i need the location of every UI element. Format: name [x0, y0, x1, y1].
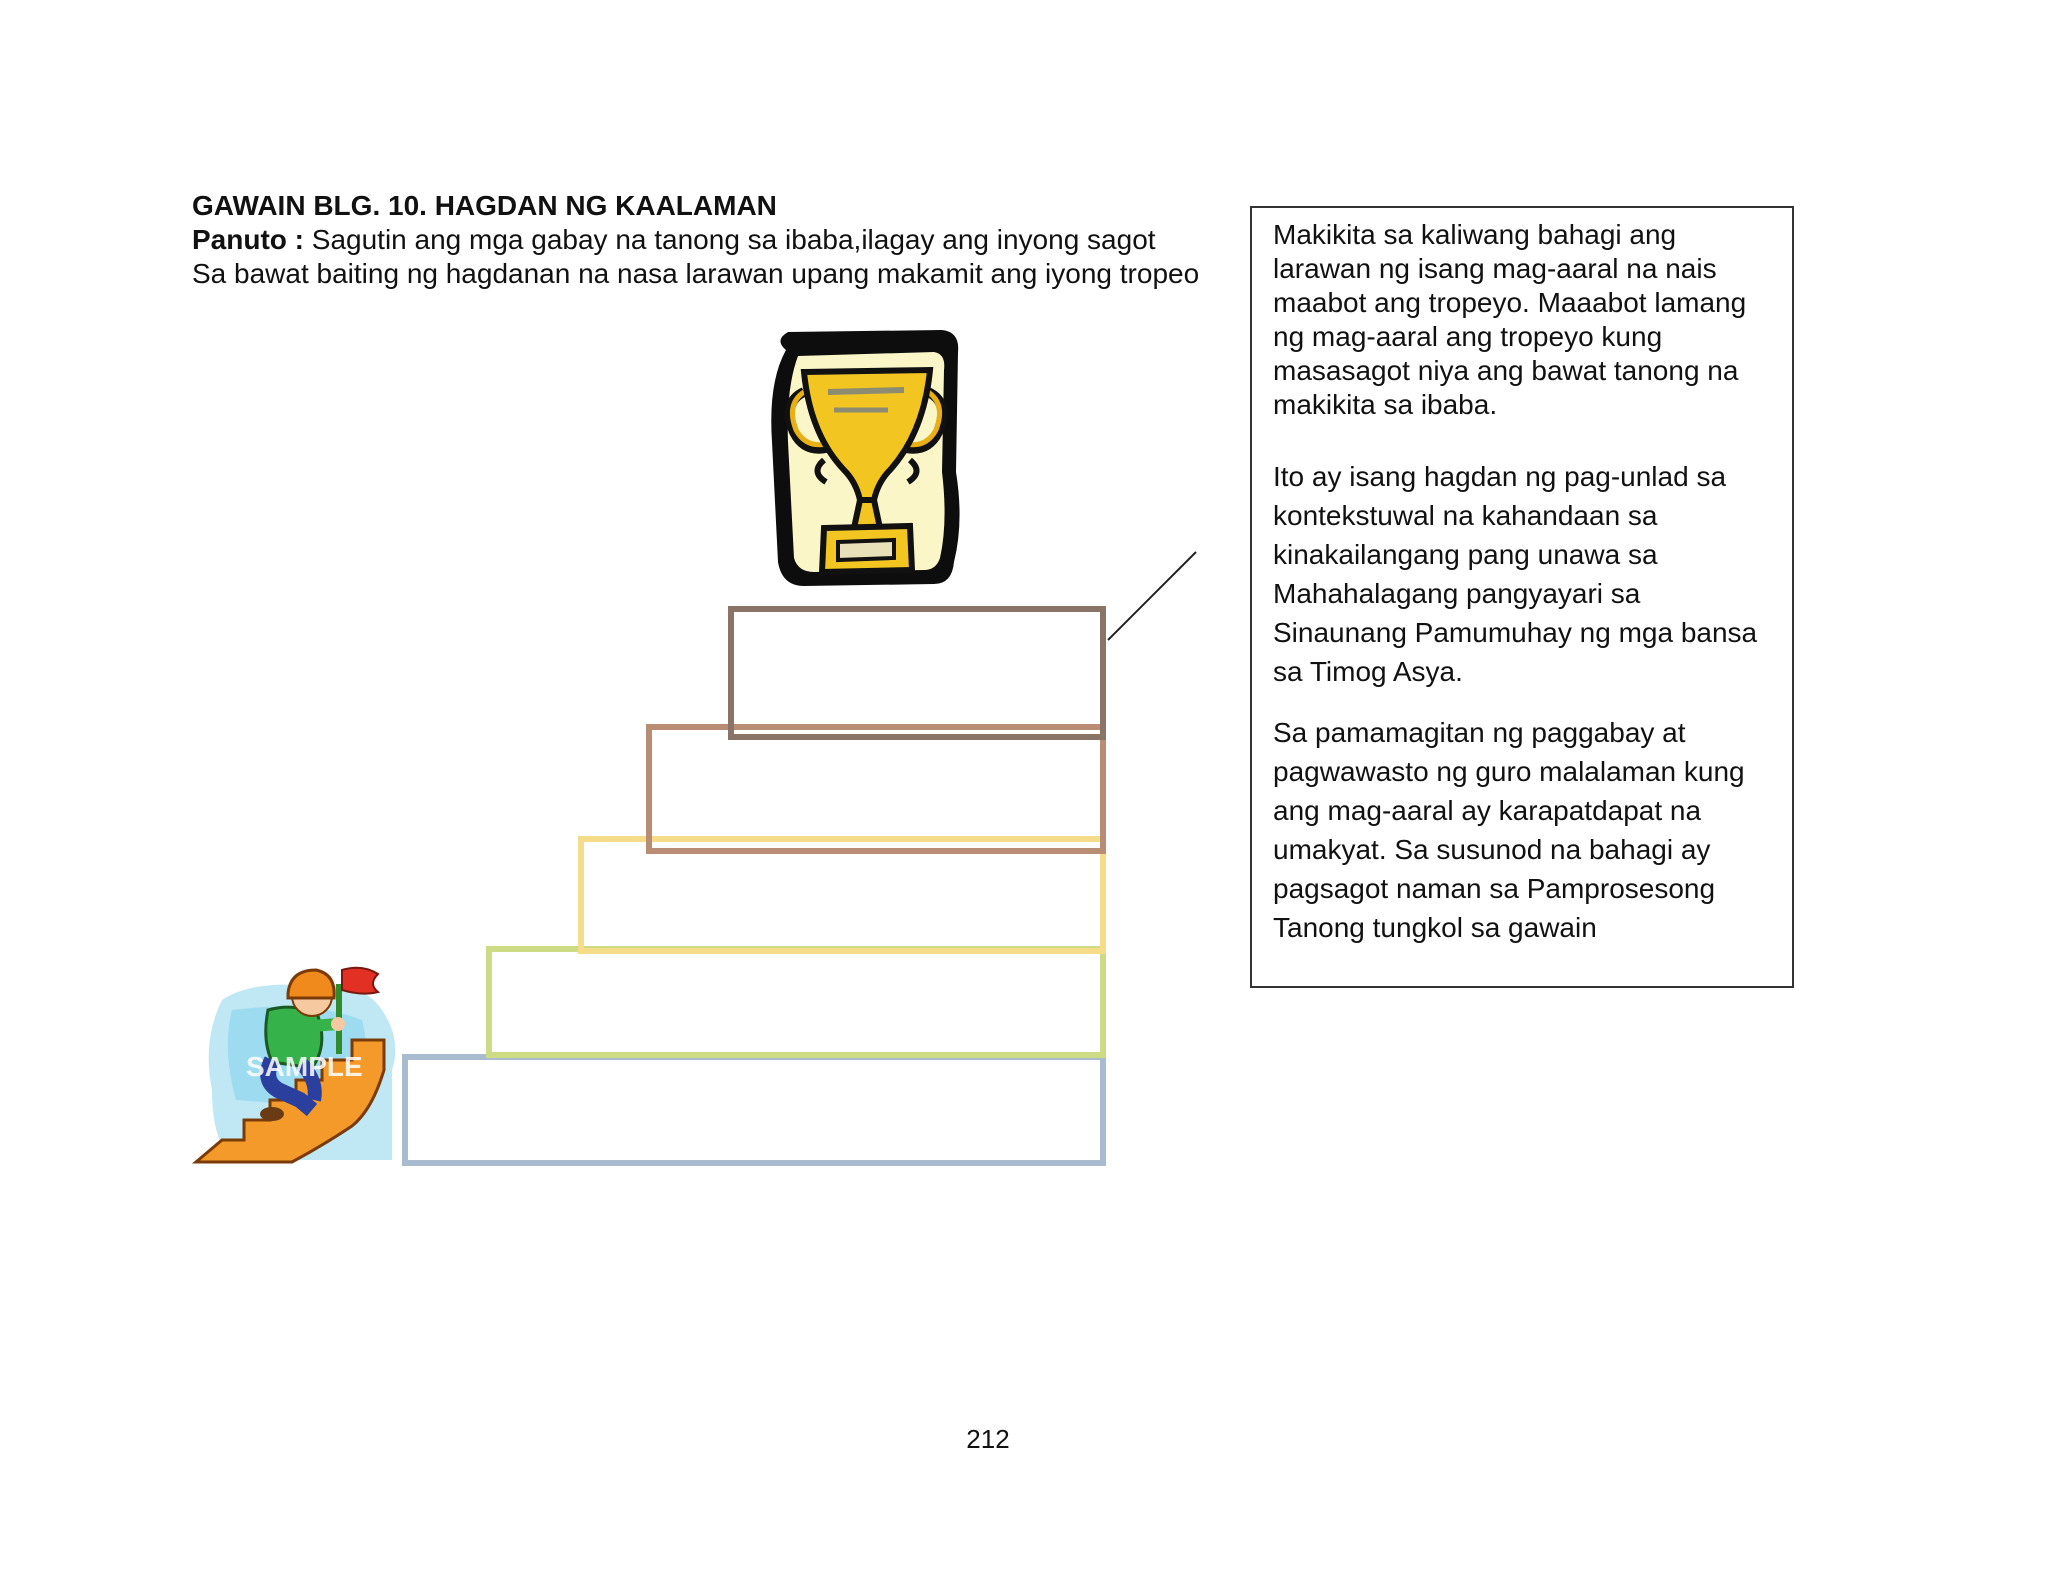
pointer-line: [1100, 540, 1210, 650]
info-paragraph-3: Sa pamamagitan ng paggabay at pagwawasto ng guro malalaman kung ang mag-aaral ay karapatdapat na umakyat. Sa susunod na bahagi ay pagsagot naman sa Pamprosesong Tanong tungkol sa gawain: [1273, 717, 1745, 943]
answer-step-1[interactable]: [402, 1054, 1106, 1166]
answer-step-4[interactable]: [646, 724, 1106, 854]
activity-title: GAWAIN BLG. 10. HAGDAN NG KAALAMAN: [192, 190, 777, 221]
instruction-label: Panuto :: [192, 224, 304, 255]
sample-watermark: SAMPLE: [246, 1051, 363, 1082]
info-paragraph-1: Makikita sa kaliwang bahagi ang larawan ng isang mag-aaral na nais maabot ang tropeyo. Maaabot lamang ng mag-aaral ang tropeyo kung masasagot niya ang bawat tanong na makikita sa ibaba.: [1273, 219, 1747, 420]
answer-step-5[interactable]: [728, 606, 1106, 740]
info-box: [1250, 206, 1794, 988]
info-paragraph-2: Ito ay isang hagdan ng pag-unlad sa kontekstuwal na kahandaan sa kinakailangang pang unawa sa Mahahalagang pangyayari sa Sinaunang Pamumuhay ng mga bansa sa Timog Asya.: [1273, 461, 1758, 687]
instruction-text-1: Sagutin ang mga gabay na tanong sa ibaba,ilagay ang inyong sagot: [304, 224, 1156, 255]
trophy-icon: [764, 322, 968, 596]
climber-icon: [192, 950, 412, 1172]
page-number: 212: [966, 1424, 1010, 1454]
answer-step-2[interactable]: [486, 946, 1106, 1058]
instruction-line-1: [192, 224, 1156, 256]
instruction-line-2: Sa bawat baiting ng hagdanan na nasa larawan upang makamit ang iyong tropeo: [192, 258, 1200, 289]
